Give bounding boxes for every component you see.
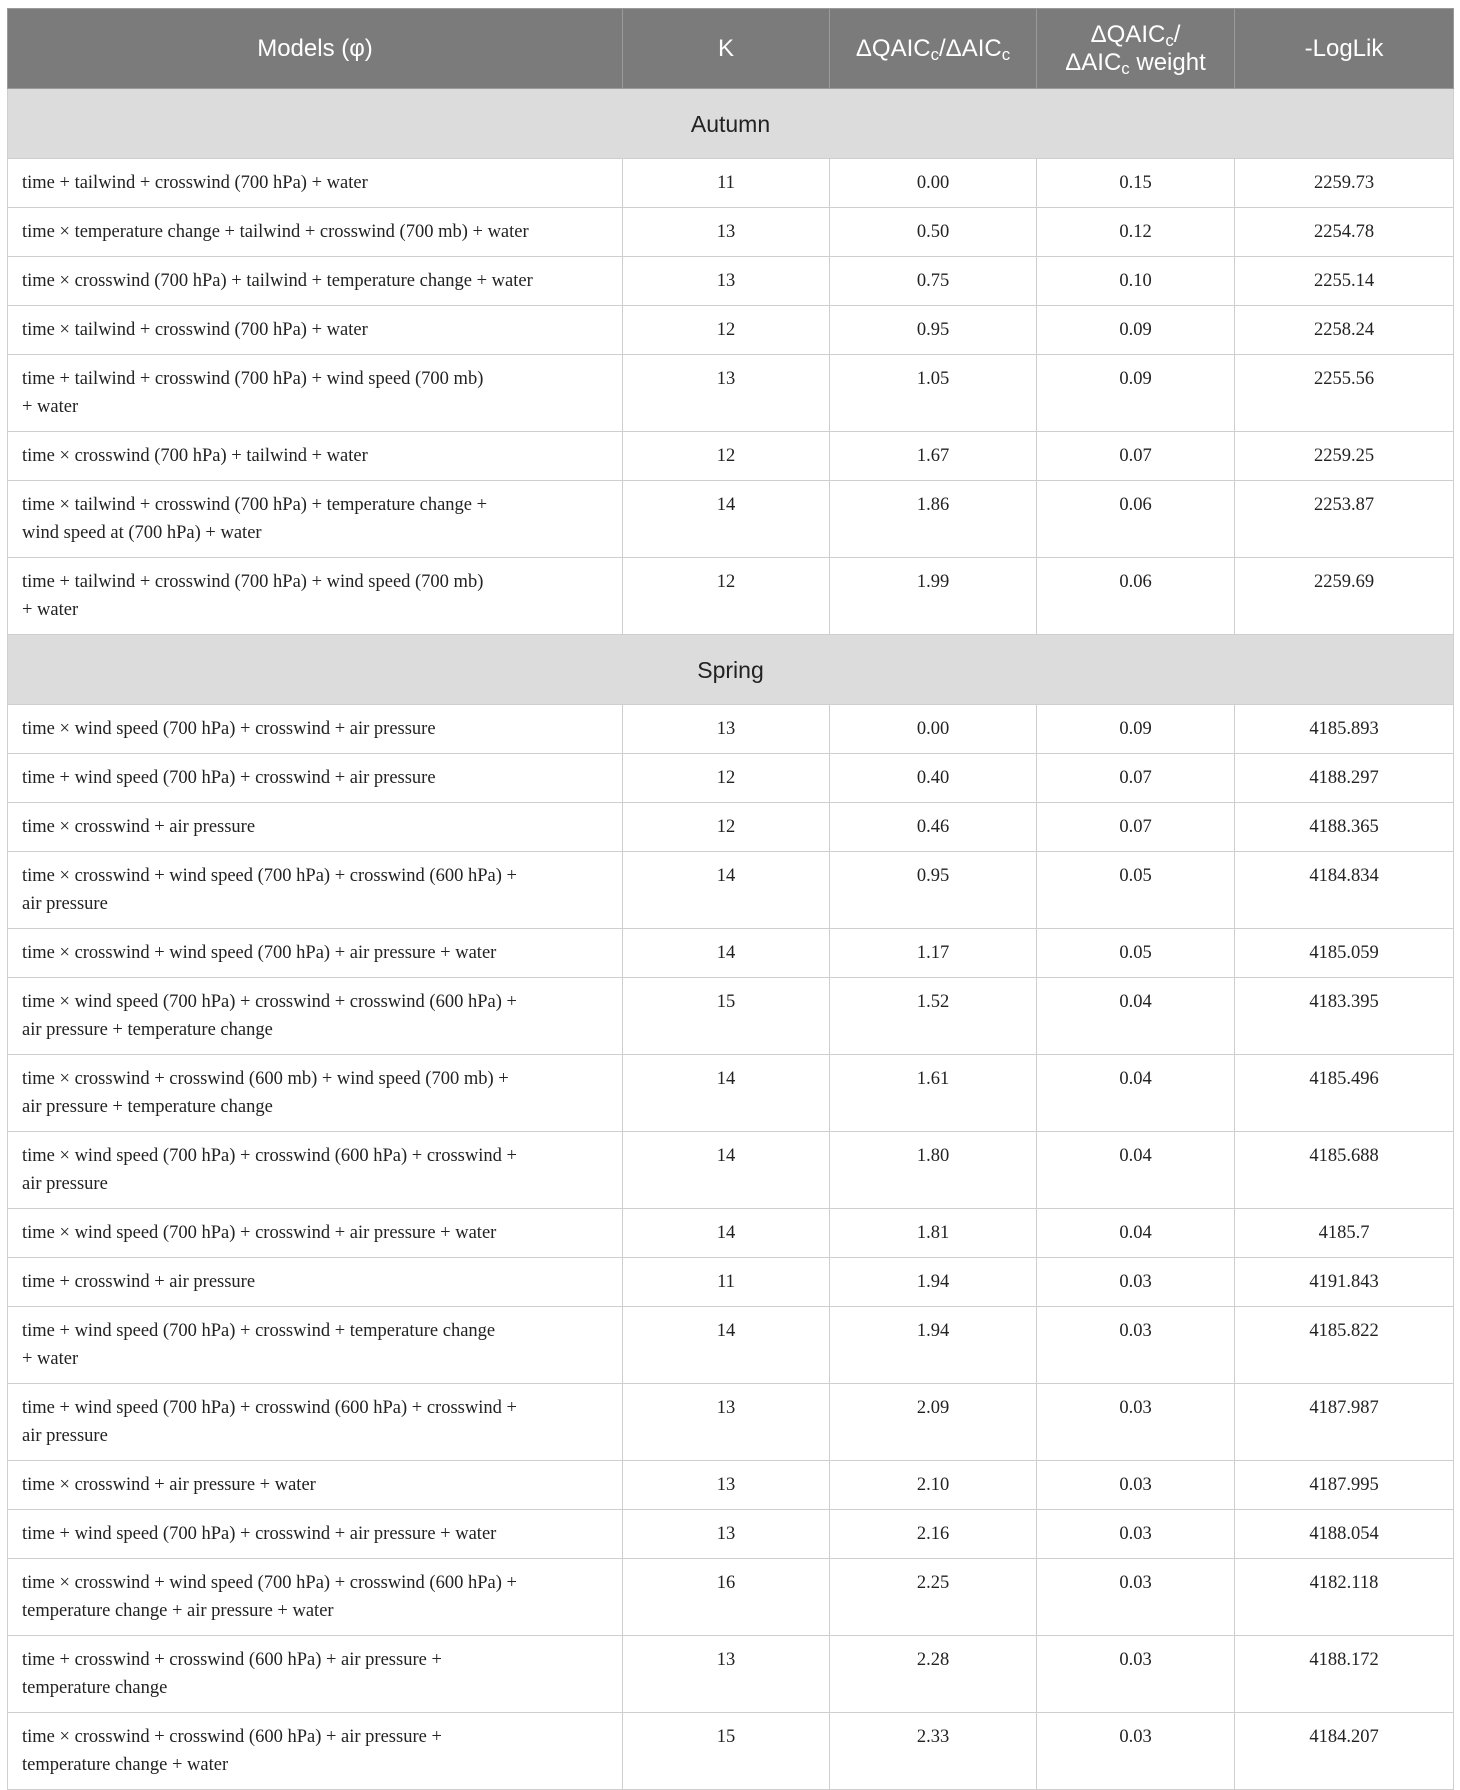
table-row — [8, 306, 1454, 355]
model-line: temperature change + air pressure + water — [22, 1601, 334, 1621]
header-weight-a-sub: c — [1165, 30, 1174, 50]
model-line: air pressure + temperature change — [22, 1097, 273, 1117]
model-line: air pressure — [22, 1426, 108, 1446]
model-line: time × wind speed (700 hPa) + crosswind + air pressure + water — [22, 1223, 497, 1243]
header-weight — [1037, 9, 1235, 89]
delta-cell: 1.94 — [830, 1307, 1037, 1384]
header-weight-a: ΔQAIC — [1090, 20, 1166, 48]
loglik-cell: 4188.297 — [1235, 754, 1454, 803]
header-delta-qaic-b-sub: c — [1001, 44, 1011, 64]
weight-cell: 0.04 — [1037, 1055, 1235, 1132]
k-cell: 12 — [623, 754, 830, 803]
table-row — [8, 1713, 1454, 1790]
loglik-cell: 2259.25 — [1235, 432, 1454, 481]
weight-cell: 0.06 — [1037, 558, 1235, 635]
delta-cell: 1.67 — [830, 432, 1037, 481]
weight-cell: 0.04 — [1037, 1209, 1235, 1258]
delta-cell: 2.28 — [830, 1636, 1037, 1713]
table-row — [8, 481, 1454, 558]
model-cell — [8, 1258, 623, 1307]
weight-cell: 0.03 — [1037, 1307, 1235, 1384]
table-row — [8, 257, 1454, 306]
weight-cell: 0.03 — [1037, 1713, 1235, 1790]
table-row — [8, 754, 1454, 803]
model-line: time × crosswind (700 hPa) + tailwind + temperature change + water — [22, 271, 533, 291]
delta-cell: 0.95 — [830, 306, 1037, 355]
header-delta-qaic-a-sub: c — [930, 44, 939, 64]
loglik-cell: 4184.834 — [1235, 852, 1454, 929]
weight-cell: 0.03 — [1037, 1258, 1235, 1307]
k-cell: 14 — [623, 852, 830, 929]
section-title: Spring — [8, 635, 1454, 705]
model-cell — [8, 1132, 623, 1209]
table-row — [8, 803, 1454, 852]
loglik-cell: 4185.496 — [1235, 1055, 1454, 1132]
loglik-cell: 4188.365 — [1235, 803, 1454, 852]
header-delta-qaic-sep: /ΔAIC — [939, 34, 1002, 62]
weight-cell: 0.05 — [1037, 929, 1235, 978]
loglik-cell: 4185.7 — [1235, 1209, 1454, 1258]
k-cell: 11 — [623, 1258, 830, 1307]
table-row — [8, 432, 1454, 481]
model-cell — [8, 754, 623, 803]
delta-cell: 1.80 — [830, 1132, 1037, 1209]
loglik-cell: 2259.69 — [1235, 558, 1454, 635]
header-k: K — [623, 9, 830, 89]
delta-cell: 1.05 — [830, 355, 1037, 432]
k-cell: 11 — [623, 159, 830, 208]
table-body — [8, 89, 1454, 1790]
k-cell: 13 — [623, 1461, 830, 1510]
table-row — [8, 558, 1454, 635]
model-line: time × wind speed (700 hPa) + crosswind + crosswind (600 hPa) + — [22, 992, 517, 1012]
k-cell: 13 — [623, 257, 830, 306]
table-row — [8, 1510, 1454, 1559]
model-cell — [8, 481, 623, 558]
model-cell — [8, 803, 623, 852]
table-row — [8, 159, 1454, 208]
model-line: time × crosswind + wind speed (700 hPa) + crosswind (600 hPa) + — [22, 1573, 517, 1593]
model-cell — [8, 208, 623, 257]
delta-cell: 0.40 — [830, 754, 1037, 803]
header-delta-qaic-a: ΔQAIC — [855, 34, 931, 62]
header-weight-c: weight — [1129, 48, 1206, 76]
weight-cell: 0.03 — [1037, 1510, 1235, 1559]
table-row — [8, 355, 1454, 432]
model-line: time × crosswind + air pressure + water — [22, 1475, 316, 1495]
delta-cell: 0.75 — [830, 257, 1037, 306]
section-row-autumn — [8, 89, 1454, 159]
section-row-spring — [8, 635, 1454, 705]
loglik-cell: 4188.172 — [1235, 1636, 1454, 1713]
model-line: wind speed at (700 hPa) + water — [22, 523, 262, 543]
delta-cell: 1.61 — [830, 1055, 1037, 1132]
model-line: + water — [22, 1349, 79, 1369]
model-cell — [8, 705, 623, 754]
k-cell: 13 — [623, 1636, 830, 1713]
loglik-cell: 4191.843 — [1235, 1258, 1454, 1307]
delta-cell: 0.95 — [830, 852, 1037, 929]
table-row — [8, 1258, 1454, 1307]
k-cell: 12 — [623, 432, 830, 481]
model-cell — [8, 929, 623, 978]
k-cell: 12 — [623, 558, 830, 635]
weight-cell: 0.09 — [1037, 306, 1235, 355]
table-row — [8, 978, 1454, 1055]
table-row — [8, 929, 1454, 978]
model-cell — [8, 852, 623, 929]
k-cell: 15 — [623, 1713, 830, 1790]
model-line: time × crosswind + air pressure — [22, 817, 256, 837]
model-line: time × temperature change + tailwind + crosswind (700 mb) + water — [22, 222, 529, 242]
loglik-cell: 4187.987 — [1235, 1384, 1454, 1461]
weight-cell: 0.03 — [1037, 1559, 1235, 1636]
k-cell: 14 — [623, 1307, 830, 1384]
delta-cell: 2.33 — [830, 1713, 1037, 1790]
loglik-cell: 4183.395 — [1235, 978, 1454, 1055]
model-line: time × crosswind + crosswind (600 mb) + wind speed (700 mb) + — [22, 1069, 509, 1089]
weight-cell: 0.07 — [1037, 803, 1235, 852]
header-row — [8, 9, 1454, 89]
k-cell: 13 — [623, 1384, 830, 1461]
loglik-cell: 4185.059 — [1235, 929, 1454, 978]
table-row — [8, 1307, 1454, 1384]
delta-cell: 0.50 — [830, 208, 1037, 257]
k-cell: 14 — [623, 1132, 830, 1209]
weight-cell: 0.12 — [1037, 208, 1235, 257]
weight-cell: 0.10 — [1037, 257, 1235, 306]
table-row — [8, 208, 1454, 257]
model-cell — [8, 1209, 623, 1258]
header-models: Models (φ) — [8, 9, 623, 89]
model-line: time + tailwind + crosswind (700 hPa) + water — [22, 173, 368, 193]
table-row — [8, 852, 1454, 929]
delta-cell: 2.16 — [830, 1510, 1037, 1559]
k-cell: 14 — [623, 1209, 830, 1258]
header-loglik: -LogLik — [1235, 9, 1454, 89]
model-line: time × tailwind + crosswind (700 hPa) + water — [22, 320, 368, 340]
model-line: time + tailwind + crosswind (700 hPa) + wind speed (700 mb) — [22, 369, 484, 389]
weight-cell: 0.03 — [1037, 1636, 1235, 1713]
model-line: time + wind speed (700 hPa) + crosswind + air pressure — [22, 768, 436, 788]
table-row — [8, 1384, 1454, 1461]
model-cell — [8, 1713, 623, 1790]
table-row — [8, 1559, 1454, 1636]
header-weight-b-sub: c — [1121, 58, 1130, 78]
model-line: air pressure — [22, 894, 108, 914]
model-line: time + tailwind + crosswind (700 hPa) + wind speed (700 mb) — [22, 572, 484, 592]
delta-cell: 0.46 — [830, 803, 1037, 852]
weight-cell: 0.15 — [1037, 159, 1235, 208]
k-cell: 12 — [623, 306, 830, 355]
model-line: air pressure + temperature change — [22, 1020, 273, 1040]
loglik-cell: 4182.118 — [1235, 1559, 1454, 1636]
table-row — [8, 705, 1454, 754]
k-cell: 15 — [623, 978, 830, 1055]
model-line: air pressure — [22, 1174, 108, 1194]
model-cell — [8, 1461, 623, 1510]
weight-cell: 0.09 — [1037, 705, 1235, 754]
delta-cell: 0.00 — [830, 159, 1037, 208]
loglik-cell: 2253.87 — [1235, 481, 1454, 558]
k-cell: 12 — [623, 803, 830, 852]
delta-cell: 1.99 — [830, 558, 1037, 635]
loglik-cell: 2259.73 — [1235, 159, 1454, 208]
header-delta-qaic — [830, 9, 1037, 89]
k-cell: 14 — [623, 1055, 830, 1132]
delta-cell: 1.81 — [830, 1209, 1037, 1258]
model-line: + water — [22, 397, 79, 417]
loglik-cell: 4184.207 — [1235, 1713, 1454, 1790]
model-cell — [8, 355, 623, 432]
model-line: time + wind speed (700 hPa) + crosswind + air pressure + water — [22, 1524, 497, 1544]
model-cell — [8, 978, 623, 1055]
model-cell — [8, 1636, 623, 1713]
delta-cell: 2.25 — [830, 1559, 1037, 1636]
model-line: + water — [22, 600, 79, 620]
loglik-cell: 4187.995 — [1235, 1461, 1454, 1510]
loglik-cell: 2258.24 — [1235, 306, 1454, 355]
model-cell — [8, 1559, 623, 1636]
weight-cell: 0.09 — [1037, 355, 1235, 432]
header-weight-b: ΔAIC — [1065, 48, 1122, 76]
model-cell — [8, 1055, 623, 1132]
model-line: time × crosswind (700 hPa) + tailwind + water — [22, 446, 368, 466]
weight-cell: 0.07 — [1037, 432, 1235, 481]
delta-cell: 1.17 — [830, 929, 1037, 978]
model-line: time × wind speed (700 hPa) + crosswind + air pressure — [22, 719, 436, 739]
model-line: time × tailwind + crosswind (700 hPa) + temperature change + — [22, 495, 488, 515]
table-row — [8, 1636, 1454, 1713]
table-header — [8, 9, 1454, 89]
weight-cell: 0.04 — [1037, 978, 1235, 1055]
weight-cell: 0.07 — [1037, 754, 1235, 803]
k-cell: 13 — [623, 355, 830, 432]
delta-cell: 1.86 — [830, 481, 1037, 558]
model-cell — [8, 1384, 623, 1461]
delta-cell: 2.09 — [830, 1384, 1037, 1461]
k-cell: 13 — [623, 705, 830, 754]
model-cell — [8, 1307, 623, 1384]
weight-cell: 0.05 — [1037, 852, 1235, 929]
k-cell: 16 — [623, 1559, 830, 1636]
model-line: temperature change + water — [22, 1755, 229, 1775]
weight-cell: 0.03 — [1037, 1384, 1235, 1461]
model-cell — [8, 558, 623, 635]
weight-cell: 0.06 — [1037, 481, 1235, 558]
loglik-cell: 4188.054 — [1235, 1510, 1454, 1559]
model-line: time + wind speed (700 hPa) + crosswind + temperature change — [22, 1321, 496, 1341]
model-line: time + wind speed (700 hPa) + crosswind (600 hPa) + crosswind + — [22, 1398, 517, 1418]
model-line: time × crosswind + wind speed (700 hPa) + crosswind (600 hPa) + — [22, 866, 517, 886]
loglik-cell: 4185.688 — [1235, 1132, 1454, 1209]
model-line: time × wind speed (700 hPa) + crosswind (600 hPa) + crosswind + — [22, 1146, 517, 1166]
header-weight-slash: / — [1173, 20, 1181, 48]
k-cell: 14 — [623, 481, 830, 558]
model-line: temperature change — [22, 1678, 168, 1698]
weight-cell: 0.04 — [1037, 1132, 1235, 1209]
section-title: Autumn — [8, 89, 1454, 159]
k-cell: 13 — [623, 208, 830, 257]
model-line: time + crosswind + crosswind (600 hPa) + air pressure + — [22, 1650, 442, 1670]
model-selection-table — [7, 8, 1454, 1790]
model-line: time × crosswind + crosswind (600 hPa) + air pressure + — [22, 1727, 442, 1747]
loglik-cell: 4185.893 — [1235, 705, 1454, 754]
model-cell — [8, 432, 623, 481]
k-cell: 13 — [623, 1510, 830, 1559]
model-cell — [8, 1510, 623, 1559]
model-selection-table-container — [7, 8, 1453, 1790]
delta-cell: 2.10 — [830, 1461, 1037, 1510]
loglik-cell: 2255.14 — [1235, 257, 1454, 306]
loglik-cell: 4185.822 — [1235, 1307, 1454, 1384]
delta-cell: 1.94 — [830, 1258, 1037, 1307]
table-row — [8, 1055, 1454, 1132]
model-line: time × crosswind + wind speed (700 hPa) + air pressure + water — [22, 943, 497, 963]
loglik-cell: 2255.56 — [1235, 355, 1454, 432]
model-cell — [8, 306, 623, 355]
table-row — [8, 1209, 1454, 1258]
k-cell: 14 — [623, 929, 830, 978]
delta-cell: 0.00 — [830, 705, 1037, 754]
table-row — [8, 1132, 1454, 1209]
delta-cell: 1.52 — [830, 978, 1037, 1055]
loglik-cell: 2254.78 — [1235, 208, 1454, 257]
model-line: time + crosswind + air pressure — [22, 1272, 256, 1292]
weight-cell: 0.03 — [1037, 1461, 1235, 1510]
model-cell — [8, 257, 623, 306]
model-cell — [8, 159, 623, 208]
table-row — [8, 1461, 1454, 1510]
